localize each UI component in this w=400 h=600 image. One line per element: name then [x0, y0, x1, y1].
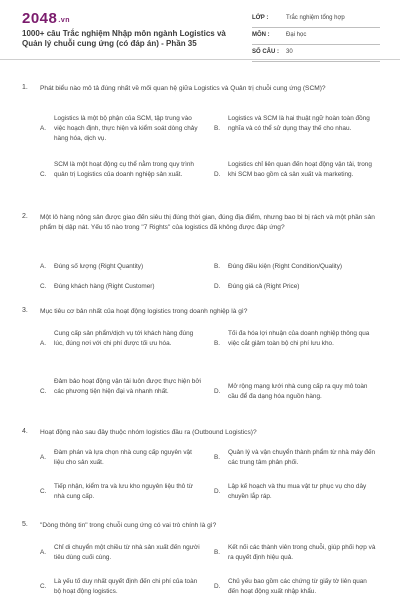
- option-text: Logistics là một bộ phận của SCM, tập trung vào việc hoạch định, thực hiện và kiểm soát dòng chảy hàng hóa, dịch vụ.: [54, 115, 198, 142]
- option-text: Logistics chỉ liên quan đến hoạt động vận tải, trong khi SCM bao gồm cả sản xuất và marketing.: [228, 161, 372, 178]
- option-d[interactable]: [214, 382, 384, 404]
- meta-label: LỚP :: [252, 15, 269, 21]
- question-number: 3.: [22, 307, 28, 314]
- logo-suffix: .vn: [58, 17, 70, 24]
- option-letter: B.: [214, 340, 221, 347]
- option-letter: B.: [214, 549, 221, 556]
- option-letter: B.: [214, 125, 221, 132]
- option-letter: A.: [40, 263, 47, 270]
- option-text: Cung cấp sản phẩm/dịch vụ tới khách hàng đúng lúc, đúng nơi với chi phí được tối ưu hóa.: [54, 330, 194, 347]
- option-text: Là yếu tố duy nhất quyết định đến chi phí của toàn bộ hoạt động logistics.: [54, 578, 198, 595]
- option-text: Chỉ di chuyển một chiều từ nhà sản xuất đến người tiêu dùng cuối cùng.: [54, 544, 200, 561]
- option-letter: C.: [40, 583, 47, 590]
- option-text: Đảm bảo hoạt động vận tải luôn được thực hiện bởi các phương tiện hiện đại và nhanh nhất.: [54, 378, 201, 395]
- option-b[interactable]: [214, 543, 384, 565]
- question-number: 2.: [22, 213, 28, 220]
- option-text: Đúng khách hàng (Right Customer): [54, 283, 155, 290]
- option-letter: D.: [214, 283, 221, 290]
- site-logo[interactable]: [22, 10, 70, 27]
- option-text: Kết nối các thành viên trong chuỗi, giúp phối hợp và ra quyết định hiệu quả.: [228, 544, 376, 561]
- option-text: Mở rộng mạng lưới nhà cung cấp ra quy mô toàn cầu để đa dạng hóa nguồn hàng.: [228, 383, 368, 400]
- option-a[interactable]: [40, 448, 210, 470]
- option-d[interactable]: [214, 160, 384, 192]
- option-text: Quản lý và vận chuyển thành phẩm từ nhà máy đến các trung tâm phân phối.: [228, 449, 376, 466]
- question-text: Phát biểu nào mô tả đúng nhất về mối quan hệ giữa Logistics và Quản trị chuỗi cung ứng (SCM)?: [40, 85, 326, 92]
- option-text: Đúng điều kiện (Right Condition/Quality): [228, 263, 343, 270]
- page-title: 1000+ câu Trắc nghiệm Nhập môn ngành Logistics và Quản lý chuỗi cung ứng (có đáp án) - Phần 35: [22, 29, 226, 48]
- option-letter: D.: [214, 171, 221, 178]
- option-c[interactable]: [40, 282, 210, 294]
- question-text: Hoạt động nào sau đây thuộc nhóm logistics đầu ra (Outbound Logistics)?: [40, 429, 257, 436]
- option-text: Đúng giá cả (Right Price): [228, 283, 300, 290]
- meta-value: Đại học: [286, 32, 307, 38]
- logo-text: 2048: [22, 10, 58, 27]
- question-text: Mục tiêu cơ bản nhất của hoạt động logistics trong doanh nghiệp là gì?: [40, 308, 248, 315]
- option-letter: C.: [40, 171, 47, 178]
- question-text: "Dòng thông tin" trong chuỗi cung ứng có vai trò chính là gì?: [40, 522, 217, 529]
- question-5: [22, 521, 382, 600]
- option-a[interactable]: [40, 543, 210, 565]
- option-c[interactable]: [40, 577, 210, 599]
- meta-label: SỐ CÂU :: [252, 49, 279, 55]
- option-c[interactable]: [40, 160, 210, 192]
- option-text: Tiếp nhận, kiểm tra và lưu kho nguyên liệu thô từ nhà cung cấp.: [54, 483, 194, 500]
- option-a[interactable]: [40, 114, 210, 146]
- question-3: [22, 307, 382, 415]
- option-letter: A.: [40, 549, 47, 556]
- question-1: [22, 84, 382, 194]
- option-letter: B.: [214, 454, 221, 461]
- option-letter: B.: [214, 263, 221, 270]
- question-4: [22, 428, 382, 512]
- option-letter: D.: [214, 388, 221, 395]
- option-a[interactable]: [40, 262, 210, 274]
- option-letter: A.: [40, 454, 47, 461]
- meta-row-subject: [252, 31, 380, 45]
- question-number: 5.: [22, 521, 28, 528]
- option-letter: D.: [214, 488, 221, 495]
- option-text: Tối đa hóa lợi nhuận của doanh nghiệp thông qua việc cắt giảm toàn bộ chi phí lưu kho.: [228, 330, 370, 347]
- question-number: 4.: [22, 428, 28, 435]
- question-number: 1.: [22, 84, 28, 91]
- option-text: Lập kế hoạch và thu mua vật tư phục vụ cho dây chuyền lắp ráp.: [228, 483, 367, 500]
- meta-row-class: [252, 14, 380, 28]
- option-text: Logistics và SCM là hai thuật ngữ hoàn toàn đồng nghĩa và có thể sử dụng thay thế cho nhau.: [228, 115, 370, 132]
- meta-info: [252, 14, 380, 65]
- option-a[interactable]: [40, 329, 210, 361]
- option-b[interactable]: [214, 329, 384, 361]
- option-letter: A.: [40, 125, 47, 132]
- option-c[interactable]: [40, 377, 210, 409]
- page-header: [0, 0, 400, 60]
- question-2: [22, 213, 382, 295]
- option-text: SCM là một hoạt động cụ thể nằm trong quy trình quản trị Logistics của doanh nghiệp sản xuất.: [54, 161, 194, 178]
- meta-value: 30: [286, 49, 293, 55]
- meta-value: Trắc nghiệm tổng hợp: [286, 15, 345, 21]
- option-letter: C.: [40, 488, 47, 495]
- option-letter: C.: [40, 283, 47, 290]
- option-letter: D.: [214, 583, 221, 590]
- option-b[interactable]: [214, 114, 384, 146]
- meta-row-count: [252, 48, 380, 62]
- option-d[interactable]: [214, 482, 384, 504]
- meta-label: MÔN :: [252, 32, 270, 38]
- option-letter: C.: [40, 388, 47, 395]
- option-letter: A.: [40, 340, 47, 347]
- option-text: Đúng số lượng (Right Quantity): [54, 263, 144, 270]
- question-text: Một lô hàng nông sản được giao đến siêu thị đúng thời gian, đúng địa điểm, nhưng bao bì bị rách và một phần sản phẩm bị dập nát. Yếu tố nào trong "7 Rights" của logistics đã không được đáp ứng?: [40, 214, 375, 231]
- option-b[interactable]: [214, 262, 384, 274]
- option-b[interactable]: [214, 448, 384, 470]
- option-text: Chủ yếu bao gồm các chứng từ giấy tờ liên quan đến hoạt động xuất nhập khẩu.: [228, 578, 367, 595]
- option-text: Đàm phán và lựa chọn nhà cung cấp nguyên vật liệu cho sản xuất.: [54, 449, 192, 466]
- option-d[interactable]: [214, 577, 384, 599]
- option-d[interactable]: [214, 282, 384, 294]
- option-c[interactable]: [40, 482, 210, 504]
